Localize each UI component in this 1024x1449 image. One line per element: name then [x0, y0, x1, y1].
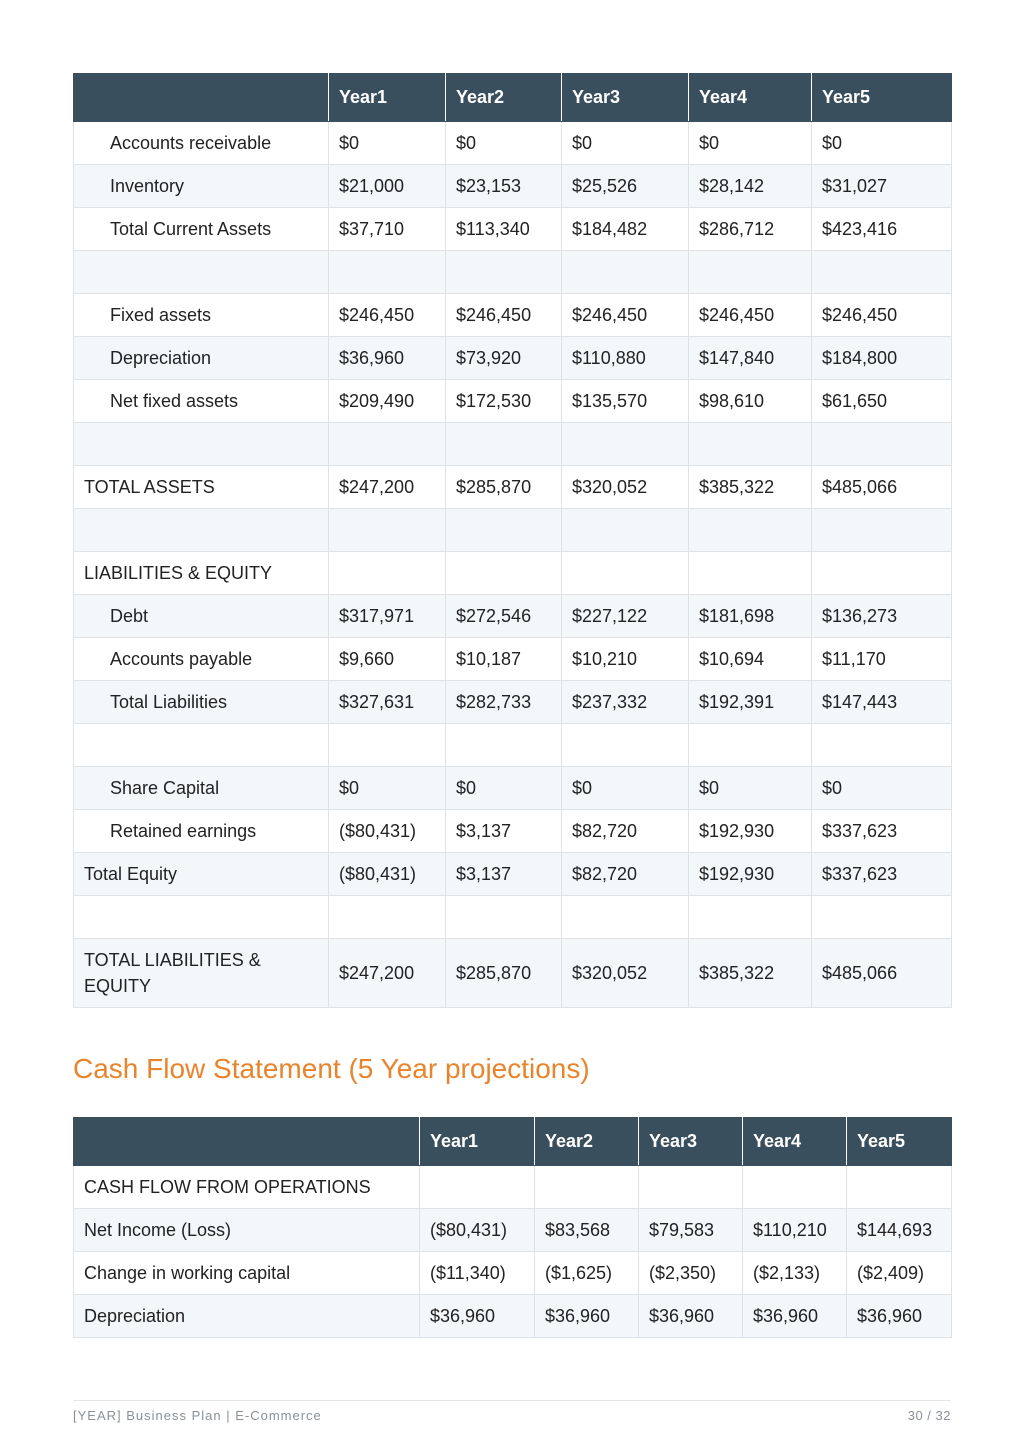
value-cell: $181,698	[689, 595, 812, 638]
value-cell	[329, 509, 446, 552]
value-cell: $0	[562, 767, 689, 810]
table-row	[74, 853, 952, 896]
value-cell: $11,170	[812, 638, 952, 681]
header-cell: Year1	[420, 1117, 535, 1166]
value-cell	[562, 552, 689, 595]
value-cell: $136,273	[812, 595, 952, 638]
value-cell: $246,450	[812, 294, 952, 337]
footer-document-title: [YEAR] Business Plan | E-Commerce	[73, 1408, 322, 1423]
row-label: Debt	[74, 595, 329, 638]
row-label: Net Income (Loss)	[74, 1209, 420, 1252]
table-row	[74, 638, 952, 681]
table-row	[74, 294, 952, 337]
value-cell	[689, 896, 812, 939]
cash-flow-section-title: Cash Flow Statement (5 Year projections)	[73, 1053, 590, 1084]
value-cell: ($2,409)	[847, 1252, 952, 1295]
table-row	[74, 509, 952, 552]
row-label: Total Current Assets	[74, 208, 329, 251]
table-row	[74, 1209, 952, 1252]
value-cell: $0	[329, 767, 446, 810]
value-cell: ($80,431)	[329, 853, 446, 896]
row-label	[74, 251, 329, 294]
value-cell: ($80,431)	[420, 1209, 535, 1252]
value-cell: $247,200	[329, 939, 446, 1008]
value-cell: $37,710	[329, 208, 446, 251]
value-cell: $10,210	[562, 638, 689, 681]
table-row	[74, 251, 952, 294]
table-row	[74, 165, 952, 208]
value-cell: $36,960	[535, 1295, 639, 1338]
value-cell: $337,623	[812, 853, 952, 896]
value-cell	[446, 552, 562, 595]
value-cell: $25,526	[562, 165, 689, 208]
value-cell: $285,870	[446, 939, 562, 1008]
value-cell: $192,391	[689, 681, 812, 724]
table-row	[74, 1295, 952, 1338]
table-row	[74, 896, 952, 939]
table-row	[74, 724, 952, 767]
value-cell: $147,443	[812, 681, 952, 724]
value-cell	[812, 423, 952, 466]
header-cell: Year3	[639, 1117, 743, 1166]
value-cell: $285,870	[446, 466, 562, 509]
value-cell	[689, 423, 812, 466]
value-cell	[446, 251, 562, 294]
value-cell: $36,960	[847, 1295, 952, 1338]
balance-sheet-body	[74, 122, 952, 1008]
table-row	[74, 380, 952, 423]
value-cell: $282,733	[446, 681, 562, 724]
value-cell	[689, 509, 812, 552]
row-label: Total Equity	[74, 853, 329, 896]
row-label: TOTAL LIABILITIES & EQUITY	[74, 939, 329, 1008]
row-label	[74, 724, 329, 767]
table-row	[74, 466, 952, 509]
row-label: Depreciation	[74, 337, 329, 380]
table-row	[74, 122, 952, 165]
value-cell: $10,187	[446, 638, 562, 681]
balance-sheet-table	[73, 73, 952, 1008]
value-cell: $337,623	[812, 810, 952, 853]
table-row	[74, 552, 952, 595]
value-cell: $10,694	[689, 638, 812, 681]
table-row	[74, 337, 952, 380]
row-label	[74, 509, 329, 552]
header-cell	[74, 1117, 420, 1166]
value-cell: $82,720	[562, 853, 689, 896]
value-cell: $23,153	[446, 165, 562, 208]
row-label: Depreciation	[74, 1295, 420, 1338]
value-cell: ($11,340)	[420, 1252, 535, 1295]
value-cell: ($2,350)	[639, 1252, 743, 1295]
value-cell: $209,490	[329, 380, 446, 423]
table-row	[74, 939, 952, 1008]
row-label: Accounts payable	[74, 638, 329, 681]
header-cell: Year4	[743, 1117, 847, 1166]
value-cell	[535, 1166, 639, 1209]
value-cell: $227,122	[562, 595, 689, 638]
value-cell: $0	[446, 122, 562, 165]
value-cell	[562, 724, 689, 767]
header-cell: Year4	[689, 73, 812, 122]
value-cell: $485,066	[812, 939, 952, 1008]
value-cell: $28,142	[689, 165, 812, 208]
value-cell	[812, 251, 952, 294]
row-label: CASH FLOW FROM OPERATIONS	[74, 1166, 420, 1209]
table-row	[74, 810, 952, 853]
cash-flow-body	[74, 1166, 952, 1338]
value-cell: $423,416	[812, 208, 952, 251]
value-cell: $286,712	[689, 208, 812, 251]
value-cell: ($80,431)	[329, 810, 446, 853]
row-label: Net fixed assets	[74, 380, 329, 423]
value-cell	[446, 724, 562, 767]
value-cell: $147,840	[689, 337, 812, 380]
value-cell	[562, 896, 689, 939]
value-cell: $73,920	[446, 337, 562, 380]
value-cell	[562, 423, 689, 466]
value-cell	[420, 1166, 535, 1209]
value-cell	[562, 251, 689, 294]
value-cell	[329, 251, 446, 294]
row-label: Change in working capital	[74, 1252, 420, 1295]
value-cell	[812, 552, 952, 595]
value-cell: $0	[812, 122, 952, 165]
value-cell: $246,450	[329, 294, 446, 337]
value-cell: $36,960	[743, 1295, 847, 1338]
value-cell: $31,027	[812, 165, 952, 208]
table-row	[74, 595, 952, 638]
value-cell: $385,322	[689, 939, 812, 1008]
footer-divider	[73, 1400, 951, 1401]
value-cell: $192,930	[689, 810, 812, 853]
value-cell: $144,693	[847, 1209, 952, 1252]
table-row	[74, 423, 952, 466]
value-cell: $0	[562, 122, 689, 165]
header-cell: Year5	[812, 73, 952, 122]
header-cell: Year2	[446, 73, 562, 122]
value-cell: $485,066	[812, 466, 952, 509]
value-cell	[689, 552, 812, 595]
value-cell	[329, 423, 446, 466]
value-cell: $3,137	[446, 853, 562, 896]
row-label: Fixed assets	[74, 294, 329, 337]
header-cell: Year1	[329, 73, 446, 122]
balance-sheet-header-row	[74, 73, 952, 122]
table-row	[74, 767, 952, 810]
value-cell: $0	[689, 767, 812, 810]
value-cell	[847, 1166, 952, 1209]
header-cell	[74, 73, 329, 122]
value-cell: $246,450	[446, 294, 562, 337]
value-cell: $9,660	[329, 638, 446, 681]
value-cell: $172,530	[446, 380, 562, 423]
value-cell: $113,340	[446, 208, 562, 251]
row-label: Total Liabilities	[74, 681, 329, 724]
table-row	[74, 208, 952, 251]
value-cell: $36,960	[420, 1295, 535, 1338]
value-cell: $61,650	[812, 380, 952, 423]
value-cell: $36,960	[639, 1295, 743, 1338]
value-cell: $327,631	[329, 681, 446, 724]
value-cell: $320,052	[562, 466, 689, 509]
cash-flow-table	[73, 1117, 952, 1338]
value-cell: $184,800	[812, 337, 952, 380]
table-row	[74, 681, 952, 724]
value-cell: ($2,133)	[743, 1252, 847, 1295]
value-cell: $247,200	[329, 466, 446, 509]
value-cell	[812, 509, 952, 552]
footer-page-number: 30 / 32	[907, 1408, 951, 1423]
value-cell: $237,332	[562, 681, 689, 724]
value-cell: ($1,625)	[535, 1252, 639, 1295]
header-cell: Year5	[847, 1117, 952, 1166]
value-cell	[812, 896, 952, 939]
row-label: Inventory	[74, 165, 329, 208]
row-label: Retained earnings	[74, 810, 329, 853]
row-label: TOTAL ASSETS	[74, 466, 329, 509]
value-cell: $0	[329, 122, 446, 165]
table-row	[74, 1166, 952, 1209]
value-cell	[446, 509, 562, 552]
value-cell: $21,000	[329, 165, 446, 208]
value-cell: $0	[689, 122, 812, 165]
table-row	[74, 1252, 952, 1295]
value-cell	[446, 896, 562, 939]
value-cell: $110,210	[743, 1209, 847, 1252]
row-label: Share Capital	[74, 767, 329, 810]
row-label: Accounts receivable	[74, 122, 329, 165]
value-cell: $320,052	[562, 939, 689, 1008]
header-cell: Year3	[562, 73, 689, 122]
value-cell: $317,971	[329, 595, 446, 638]
value-cell	[689, 251, 812, 294]
value-cell	[329, 896, 446, 939]
value-cell	[639, 1166, 743, 1209]
cash-flow-header-row	[74, 1117, 952, 1166]
row-label	[74, 423, 329, 466]
value-cell	[562, 509, 689, 552]
row-label: LIABILITIES & EQUITY	[74, 552, 329, 595]
value-cell: $0	[812, 767, 952, 810]
value-cell: $98,610	[689, 380, 812, 423]
value-cell: $36,960	[329, 337, 446, 380]
value-cell: $184,482	[562, 208, 689, 251]
value-cell	[329, 724, 446, 767]
value-cell	[743, 1166, 847, 1209]
value-cell	[446, 423, 562, 466]
value-cell: $192,930	[689, 853, 812, 896]
value-cell: $110,880	[562, 337, 689, 380]
value-cell: $79,583	[639, 1209, 743, 1252]
value-cell: $385,322	[689, 466, 812, 509]
value-cell: $272,546	[446, 595, 562, 638]
value-cell: $82,720	[562, 810, 689, 853]
value-cell	[329, 552, 446, 595]
value-cell	[812, 724, 952, 767]
header-cell: Year2	[535, 1117, 639, 1166]
value-cell: $246,450	[689, 294, 812, 337]
value-cell: $3,137	[446, 810, 562, 853]
row-label	[74, 896, 329, 939]
value-cell: $246,450	[562, 294, 689, 337]
value-cell: $83,568	[535, 1209, 639, 1252]
value-cell	[689, 724, 812, 767]
value-cell: $135,570	[562, 380, 689, 423]
value-cell: $0	[446, 767, 562, 810]
